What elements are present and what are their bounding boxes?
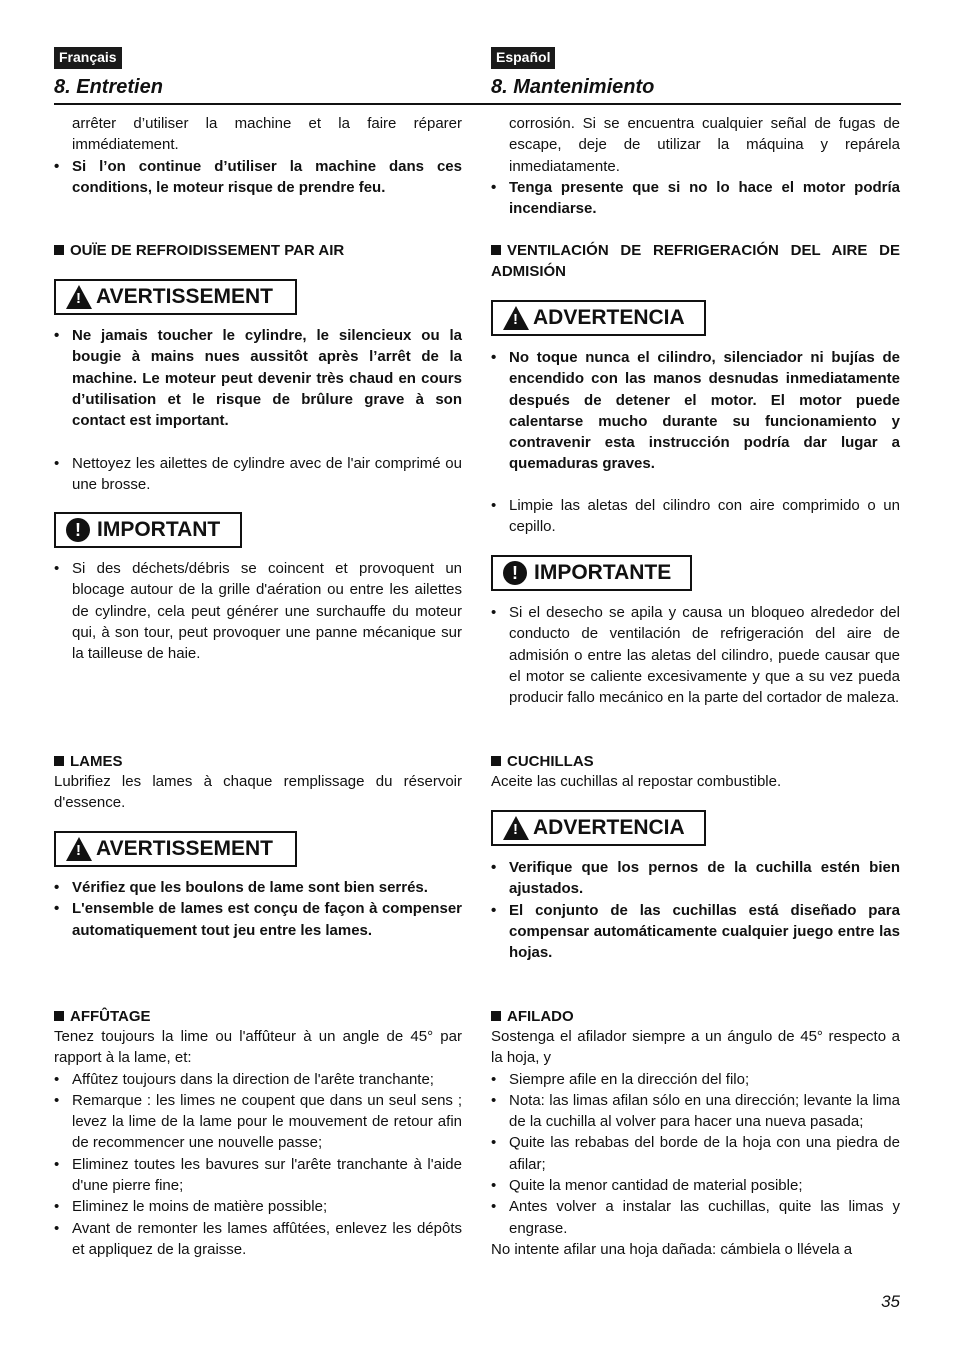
square-bullet-icon: [54, 1011, 64, 1021]
list-item: • Eliminez le moins de matière possible;: [54, 1196, 462, 1217]
warning-box: ! ADVERTENCIA: [491, 810, 706, 846]
warning-box: ! AVERTISSEMENT: [54, 279, 297, 315]
sharpening-text: Tenez toujours la lime ou l'affûteur à un angle de 45° par rapport à la lame, et: • Affûtez toujours dans la direction de l'arête tranchante; • Remarque : les limes ne coupent que dans un seul sens ; levez la lime de la lame pour le mouvement de retour afin de recommencer une nouvelle passe; • Eliminez toutes les bavures sur l'arête tranchante à l'aide d'une pierre fine; • Eliminez le moins de matière possible; • Avant de remonter les lames affûtées, enlevez les dépôts et appliquez de la graisse.: [54, 1026, 462, 1260]
list-item: • Eliminez toutes les bavures sur l'arête tranchante à l'aide d'une pierre fine;: [54, 1154, 462, 1197]
warning-list: [491, 857, 900, 963]
square-bullet-icon: [491, 1011, 501, 1021]
section-heading-blades: CUCHILLAS: [491, 751, 900, 772]
warning-triangle-icon: [503, 816, 529, 840]
list-item: • Quite las rebabas del borde de la hoja con una piedra de afilar;: [491, 1132, 900, 1175]
blades-text: Lubrifiez les lames à chaque remplissage du réservoir d'essence.: [54, 773, 462, 812]
warning-text: • No toque nunca el cilindro, silenciador ni bujías de encendido con las manos desnudas inmediatamente después de detener el motor. El motor puede calentarse mucho durante su funcionamiento y contravenir esta instrucción podría dar lugar a quemaduras graves.: [491, 347, 900, 475]
continued-text: corrosión. Si se encuentra cualquier señal de fugas de escape, deje de utilizar la máquina y repárela inmediatamente. • Tenga presente que si no lo hace el motor podría incendiarse.: [491, 113, 900, 219]
list-item: • Vérifiez que les boulons de lame sont bien serrés.: [54, 877, 462, 898]
list-item: • Quite la menor cantidad de material posible;: [491, 1175, 900, 1196]
header-rule: [54, 103, 901, 105]
section-title: 8. Mantenimiento: [491, 76, 655, 98]
list-item: • Verifique que los pernos de la cuchilla estén bien ajustados.: [491, 857, 900, 900]
list-item: • Antes volver a instalar las cuchillas, quite las limas y engrase.: [491, 1196, 900, 1239]
list-item: • Nota: las limas afilan sólo en una dirección; levante la lima de la cuchilla al volver para hacer una nueva pasada;: [491, 1090, 900, 1133]
important-text: • Si des déchets/débris se coincent et provoquent un blocage autour de la grille d'aération ou entre les ailettes de cylindre, cela peut générer une surchauffe du moteur qui, à son tour, peut provoquer une panne mécanique sur la tailleuse de haie.: [54, 558, 462, 664]
exclamation-icon: !: [66, 518, 90, 542]
important-text: • Si el desecho se apila y causa un bloqueo alrededor del conducto de ventilación de refrigeración del aire de admisión o entre las aletas del cilindro, puede causar que el motor se caliente excesivamente y que a su vez pueda producir fallo mecánico en la parte del cortador de maleza.: [491, 602, 900, 708]
list-item: • Siempre afile en la dirección del filo;: [491, 1069, 900, 1090]
exclamation-icon: !: [503, 561, 527, 585]
important-box: ! IMPORTANTE: [491, 555, 692, 591]
warning-triangle-icon: [66, 837, 92, 861]
list-item: • El conjunto de las cuchillas está diseñado para compensar automáticamente cualquier juego entre las hojas.: [491, 900, 900, 964]
warning-box: ! AVERTISSEMENT: [54, 831, 297, 867]
section-heading-sharpening: AFFÛTAGE: [54, 1006, 462, 1027]
section-title: 8. Entretien: [54, 76, 163, 98]
warning-triangle-icon: [66, 285, 92, 309]
section-heading-blades: LAMES: [54, 751, 462, 772]
square-bullet-icon: [491, 756, 501, 766]
list-item: • L'ensemble de lames est conçu de façon à compenser automatiquement tout jeu entre les lames.: [54, 898, 462, 941]
square-bullet-icon: [491, 245, 501, 255]
list-item: • Remarque : les limes ne coupent que dans un seul sens ; levez la lime de la lame pour le mouvement de retour afin de recommencer une nouvelle passe;: [54, 1090, 462, 1154]
warning-list: [54, 877, 462, 941]
section-heading-air: VENTILACIÓN DE REFRIGERACIÓN DEL AIRE DE ADMISIÓN: [491, 242, 900, 281]
warning-triangle-icon: [503, 306, 529, 330]
important-box: ! IMPORTANT: [54, 512, 242, 548]
section-heading-sharpening: AFILADO: [491, 1006, 900, 1027]
list-item: • Affûtez toujours dans la direction de l'arête tranchante;: [54, 1069, 462, 1090]
warning-text: • Ne jamais toucher le cylindre, le silencieux ou la bougie à mains nues aussitôt après l’arrêt de la machine. Le moteur peut devenir très chaud en cours d’utilisation et le risque de brûlure grave à son contact est important.: [54, 325, 462, 431]
list-item: • Avant de remonter les lames affûtées, enlevez les dépôts et appliquez de la graisse.: [54, 1218, 462, 1261]
page-number: 35: [881, 1292, 900, 1311]
section-heading-air: OUÏE DE REFROIDISSEMENT PAR AIR: [54, 240, 462, 261]
continued-text: arrêter d’utiliser la machine et la faire réparer immédiatement. • Si l’on continue d’utiliser la machine dans ces conditions, le moteur risque de prendre feu.: [54, 113, 462, 198]
warning-box: ! ADVERTENCIA: [491, 300, 706, 336]
sharpening-text: Sostenga el afilador siempre a un ángulo de 45° respecto a la hoja, y • Siempre afile en la dirección del filo; • Nota: las limas afilan sólo en una dirección; levante la lima de la cuchilla al volver para hacer una nueva pasada; • Quite las rebabas del borde de la hoja con una piedra de afilar; • Quite la menor cantidad de material posible; • Antes volver a instalar las cuchillas, quite las limas y engrase. No intente afilar una hoja dañada: cámbiela o llévela a: [491, 1026, 900, 1260]
language-badge: Español: [491, 47, 555, 69]
square-bullet-icon: [54, 756, 64, 766]
square-bullet-icon: [54, 245, 64, 255]
clean-instruction: • Nettoyez les ailettes de cylindre avec de l'air comprimé ou une brosse.: [54, 453, 462, 496]
language-badge: Français: [54, 47, 122, 69]
clean-instruction: • Limpie las aletas del cilindro con aire comprimido o un cepillo.: [491, 495, 900, 538]
blades-text: Aceite las cuchillas al repostar combustible.: [491, 773, 782, 790]
